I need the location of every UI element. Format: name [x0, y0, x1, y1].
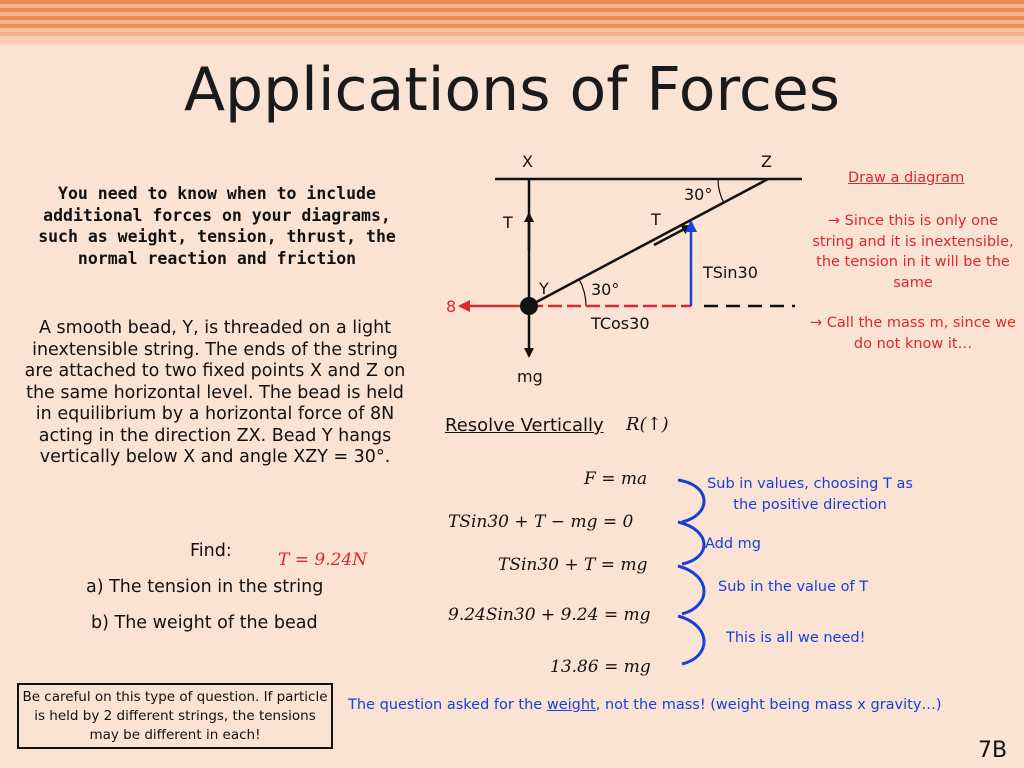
bracket: [678, 566, 704, 614]
point-z-label: Z: [761, 152, 772, 171]
tension-vertical-label: T: [503, 213, 513, 232]
question-note-before: The question asked for the: [348, 697, 547, 713]
bracket: [678, 522, 704, 564]
angle-y-label: 30°: [591, 280, 620, 299]
question-part-a: a) The tension in the string: [86, 577, 324, 597]
question-part-b: b) The weight of the bead: [91, 613, 318, 633]
resolve-label: Resolve Vertically: [445, 415, 604, 436]
working-annotation: Sub in values, choosing T as the positive direction: [707, 476, 913, 513]
find-label: Find:: [190, 541, 232, 561]
one-string-note: → Since this is only one string and it is inextensible, the tension in it will be the same: [812, 213, 1014, 291]
question-note-after: , not the mass! (weight being mass x gravity…): [595, 697, 942, 713]
draw-diagram-note: Draw a diagram: [848, 170, 965, 186]
slide-number: 7B: [978, 738, 1008, 763]
bracket: [678, 616, 704, 664]
point-y-label: Y: [539, 279, 549, 298]
working-annotation: Add mg: [705, 536, 762, 552]
angle-z-label: 30°: [684, 185, 713, 204]
problem-text: A smooth bead, Y, is threaded on a light inextensible string. The ends of the string are attached to two fixed points X and Z on the same horizontal level. The bead is held in equilibrium by a horizontal force of 8N acting in the direction ZX. Bead Y hangs vertically below X and angle XZY = 30°.: [24, 318, 406, 467]
tension-answer: T = 9.24N: [278, 550, 368, 570]
working-annotation: Sub in the value of T: [718, 579, 869, 595]
question-note-weight: weight: [546, 697, 596, 713]
equation-step: 13.86 = mg: [550, 657, 651, 677]
working-annotation: This is all we need!: [726, 630, 866, 646]
tension-string-label: T: [651, 210, 661, 229]
intro-text: You need to know when to include additional forces on your diagrams, such as weight, tension, thrust, the normal reaction and friction: [38, 184, 396, 268]
equation-step: TSin30 + T − mg = 0: [448, 512, 634, 532]
call-mass-note: → Call the mass m, since we do not know it…: [810, 315, 1016, 352]
weight-label: mg: [517, 367, 543, 386]
equation-step: F = ma: [584, 469, 648, 489]
equation-step: TSin30 + T = mg: [498, 555, 648, 575]
equation-step: 9.24Sin30 + 9.24 = mg: [448, 605, 651, 625]
warning-box: Be careful on this type of question. If particle is held by 2 different strings, the tensions may be different in each!: [17, 683, 333, 749]
resolve-direction: R(↑): [626, 414, 669, 435]
force-8-label: 8: [446, 297, 457, 316]
bracket: [678, 480, 704, 522]
slide-title: Applications of Forces: [183, 55, 841, 125]
point-x-label: X: [522, 152, 533, 171]
question-note: [348, 697, 942, 713]
tsin-label: TSin30: [703, 263, 758, 282]
tcos-label: TCos30: [591, 314, 650, 333]
